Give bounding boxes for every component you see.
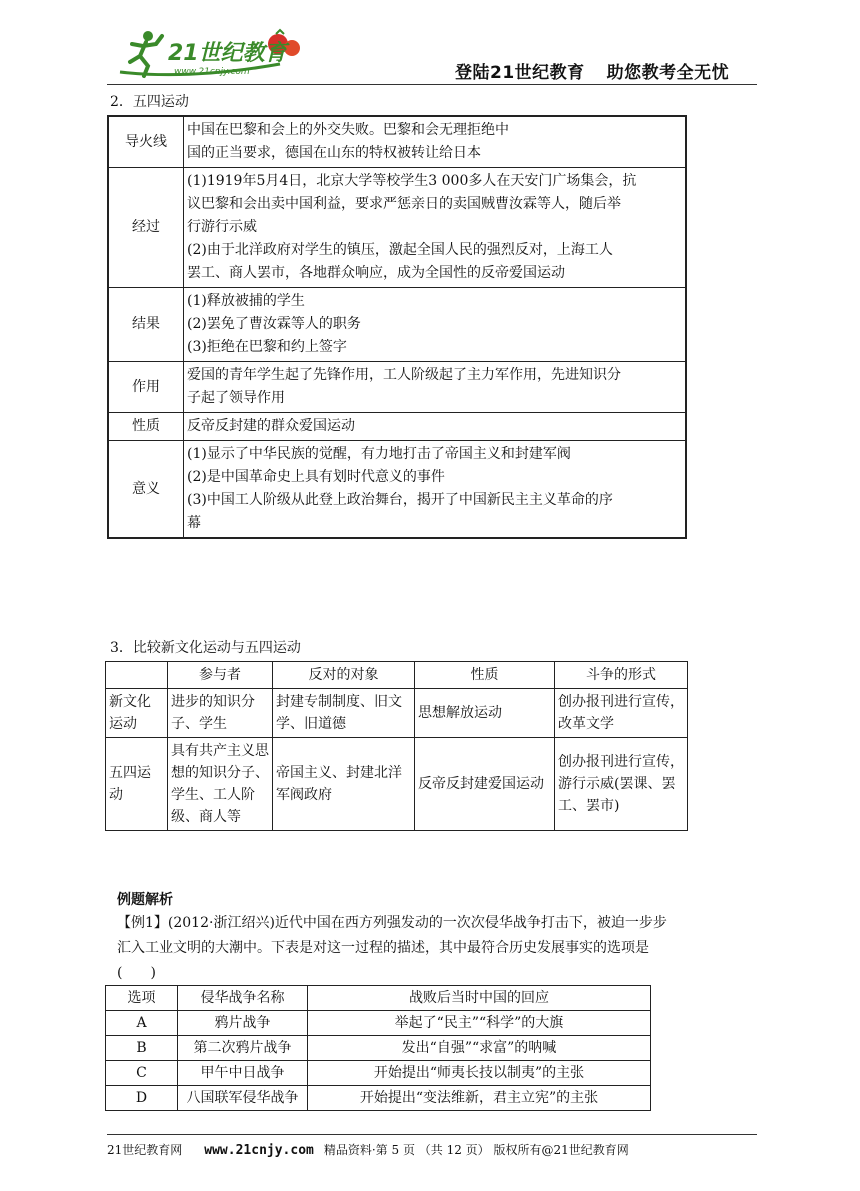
row-key: 性质 bbox=[108, 413, 184, 441]
header-slogan bbox=[455, 58, 729, 83]
footer-page-info: 精品资料·第 5 页 （共 12 页） 版权所有@21世纪教育网 bbox=[323, 1143, 629, 1157]
table-cell: C bbox=[106, 1061, 178, 1086]
svg-text:www.21cnjy.com: www.21cnjy.com bbox=[174, 67, 250, 77]
example-title: 例题解析 bbox=[117, 892, 173, 908]
row-value bbox=[184, 362, 687, 413]
table-cell: 帝国主义、封建北洋军阀政府 bbox=[273, 738, 415, 831]
question-line: 【例1】(2012·浙江绍兴)近代中国在西方列强发动的一次次侵华战争打击下，被迫一步步 bbox=[117, 915, 667, 931]
slogan-help: 助您教考全无忧 bbox=[606, 63, 730, 83]
question-line: 汇入工业文明的大潮中。下表是对这一过程的描述，其中最符合历史发展事实的选项是 bbox=[117, 940, 649, 956]
table-cell: 进步的知识分子、学生 bbox=[168, 689, 273, 738]
table-row bbox=[106, 689, 688, 738]
table-cell: 具有共产主义思想的知识分子、学生、工人阶级、商人等 bbox=[168, 738, 273, 831]
table-cell: 创办报刊进行宣传，改革文学 bbox=[555, 689, 688, 738]
table-cell: 举起了“民主”“科学”的大旗 bbox=[308, 1011, 651, 1036]
row-key: 作用 bbox=[108, 362, 184, 413]
table-row bbox=[108, 441, 686, 539]
table-cell: 鸦片战争 bbox=[178, 1011, 308, 1036]
column-header: 侵华战争名称 bbox=[178, 986, 308, 1011]
table-cell: 思想解放运动 bbox=[415, 689, 555, 738]
value-line: 行游行示威 bbox=[187, 219, 257, 235]
table-row bbox=[106, 1061, 651, 1086]
column-header: 选项 bbox=[106, 986, 178, 1011]
value-line: 幕 bbox=[187, 515, 201, 531]
value-line: (3)中国工人阶级从此登上政治舞台，揭开了中国新民主主义革命的序 bbox=[187, 492, 613, 508]
table-row bbox=[106, 1011, 651, 1036]
table-row bbox=[108, 413, 686, 441]
value-line: 中国在巴黎和会上的外交失败。巴黎和会无理拒绝中 bbox=[187, 122, 509, 138]
table-row bbox=[106, 1036, 651, 1061]
table-cell: 新文化运动 bbox=[106, 689, 168, 738]
table-cell: 甲午中日战争 bbox=[178, 1061, 308, 1086]
table-cell: A bbox=[106, 1011, 178, 1036]
row-key: 导火线 bbox=[108, 116, 184, 168]
column-header: 参与者 bbox=[168, 662, 273, 689]
column-header: 斗争的形式 bbox=[555, 662, 688, 689]
page-footer bbox=[107, 1141, 767, 1158]
value-line: (1)释放被捕的学生 bbox=[187, 293, 305, 309]
table-row bbox=[108, 288, 686, 362]
row-value bbox=[184, 116, 687, 168]
footer-site-url[interactable]: www.21cnjy.com bbox=[204, 1143, 314, 1158]
table-row bbox=[108, 362, 686, 413]
value-line: (1)1919年5月4日，北京大学等校学生3 000多人在天安门广场集会，抗 bbox=[187, 173, 637, 189]
section-heading-may-fourth: 2．五四运动 bbox=[110, 94, 189, 110]
value-line: 议巴黎和会出卖中国利益，要求严惩亲日的卖国贼曹汝霖等人，随后举 bbox=[187, 196, 621, 212]
table-cell: 开始提出“变法维新，君主立宪”的主张 bbox=[308, 1086, 651, 1111]
footer-site-name: 21世纪教育网 bbox=[107, 1143, 183, 1157]
row-key: 经过 bbox=[108, 168, 184, 288]
table-cell: 发出“自强”“求富”的呐喊 bbox=[308, 1036, 651, 1061]
may-fourth-table bbox=[107, 115, 687, 539]
column-header: 战败后当时中国的回应 bbox=[308, 986, 651, 1011]
header-row bbox=[106, 662, 688, 689]
example-question bbox=[117, 911, 757, 986]
value-line: 爱国的青年学生起了先锋作用，工人阶级起了主力军作用，先进知识分 bbox=[187, 367, 621, 383]
value-line: (3)拒绝在巴黎和约上签字 bbox=[187, 339, 347, 355]
question-line: ( ) bbox=[117, 965, 156, 981]
slogan-login: 登陆21世纪教育 bbox=[455, 63, 585, 83]
table-cell: D bbox=[106, 1086, 178, 1111]
table-row bbox=[108, 116, 686, 168]
table-cell: 封建专制制度、旧文学、旧道德 bbox=[273, 689, 415, 738]
section-heading-comparison: 3．比较新文化运动与五四运动 bbox=[110, 640, 301, 656]
row-value bbox=[184, 168, 687, 288]
runner-icon bbox=[130, 31, 162, 76]
value-line: (1)显示了中华民族的觉醒，有力地打击了帝国主义和封建军阀 bbox=[187, 446, 571, 462]
svg-text:21世纪教育: 21世纪教育 bbox=[168, 41, 287, 66]
column-header: 反对的对象 bbox=[273, 662, 415, 689]
footer-divider bbox=[107, 1134, 757, 1135]
site-logo bbox=[110, 22, 310, 82]
row-key: 意义 bbox=[108, 441, 184, 539]
table-cell: 第二次鸦片战争 bbox=[178, 1036, 308, 1061]
table-cell: 反帝反封建爱国运动 bbox=[415, 738, 555, 831]
table-row bbox=[106, 738, 688, 831]
row-value bbox=[184, 441, 687, 539]
value-line: 反帝反封建的群众爱国运动 bbox=[187, 418, 355, 434]
row-value bbox=[184, 288, 687, 362]
value-line: 子起了领导作用 bbox=[187, 390, 285, 406]
example-options-table bbox=[105, 985, 651, 1111]
value-line: (2)是中国革命史上具有划时代意义的事件 bbox=[187, 469, 445, 485]
table-cell: B bbox=[106, 1036, 178, 1061]
comparison-table bbox=[105, 661, 688, 831]
value-line: 罢工、商人罢市，各地群众响应，成为全国性的反帝爱国运动 bbox=[187, 265, 565, 281]
header-row bbox=[106, 986, 651, 1011]
row-value bbox=[184, 413, 687, 441]
column-header bbox=[106, 662, 168, 689]
value-line: (2)由于北洋政府对学生的镇压，激起全国人民的强烈反对，上海工人 bbox=[187, 242, 613, 258]
table-cell: 八国联军侵华战争 bbox=[178, 1086, 308, 1111]
table-row bbox=[108, 168, 686, 288]
table-cell: 五四运动 bbox=[106, 738, 168, 831]
value-line: 国的正当要求，德国在山东的特权被转让给日本 bbox=[187, 145, 481, 161]
column-header: 性质 bbox=[415, 662, 555, 689]
row-key: 结果 bbox=[108, 288, 184, 362]
header-divider bbox=[107, 84, 757, 85]
table-cell: 开始提出“师夷长技以制夷”的主张 bbox=[308, 1061, 651, 1086]
table-cell: 创办报刊进行宣传，游行示威(罢课、罢工、罢市) bbox=[555, 738, 688, 831]
table-row bbox=[106, 1086, 651, 1111]
value-line: (2)罢免了曹汝霖等人的职务 bbox=[187, 316, 361, 332]
